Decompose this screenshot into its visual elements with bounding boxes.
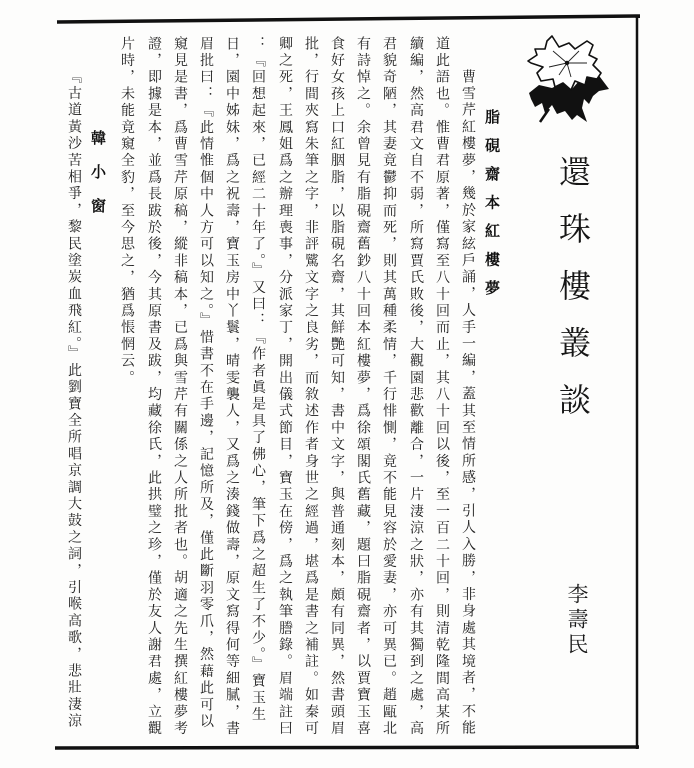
top-rule	[57, 16, 640, 22]
text-column: 有詩悼之。余曾見有脂硯齋舊鈔八十回本紅樓夢，爲徐頌閣氏舊藏，題曰脂硯齋者，以賈寶玉喜	[355, 36, 371, 738]
text-column: 日，園中姊妹，爲之祝壽，寶玉房中丫鬟，晴雯襲人，又爲之湊錢做壽，原文寫得何等細膩，書	[224, 36, 240, 738]
author-name: 李壽民	[565, 583, 589, 658]
text-column: 卿之死，王鳳姐爲之辦理喪事，分派家丁，開出儀式節目，寶玉在傍，爲之執筆謄錄。眉端註曰	[277, 36, 293, 738]
article-heading: 脂硯齋本紅樓夢	[483, 109, 501, 309]
text-column: 證，即據是本，並爲長跋於後，今其原書及跋，均藏徐氏，此拱璧之珍，僅於友人謝君處，立觀	[146, 36, 162, 738]
text-column: 道此語也。惟曹君原著，僅寫至八十回而止，其八十回以後，至一百二十回，則清乾隆間高某所	[434, 36, 450, 738]
article-heading: 韓小窗	[89, 130, 107, 232]
text-column: 批，行間夾寫朱筆之字，非評騭文字之良劣，而敘述作者身世之經過，堪爲是書之補註。如秦可	[303, 36, 319, 738]
text-column: 窺見是書，爲曹雪芹原稿，縱非稿本，已爲與雪芹有關係之人所批者也。胡適之先生撰紅樓夢考	[172, 36, 188, 738]
bottom-rule	[55, 747, 639, 748]
series-title: 還珠樓叢談	[554, 155, 592, 440]
text-column: 君貌奇陋，其妻竟鬱抑而死，則其萬種柔情，千行悱惻，竟不能見容於愛妻，亦可異已。趙甌北	[381, 36, 397, 738]
text-column: 眉批曰：『此情惟個中人方可以知之。』惜書不在手邊，記憶所及，僅此斷羽零爪，然藉此可以	[198, 36, 214, 731]
text-column: 曹雪芹紅樓夢，幾於家絃戶誦，人手一編，蓋其至情所感，引人入勝，非身處其境者，不能	[460, 69, 476, 737]
text-column: 食好女孩上口紅胭脂，以脂硯名齋，其鮮艷可知，書中文字，與普通刻本，頗有同異，然書頭眉	[329, 36, 345, 738]
text-column: 片時，未能竟窺全豹，至今思之，猶爲悵惘云。	[119, 36, 135, 387]
text-column: 續編，然高君文自不弱，所寫賈氏敗後，大觀園悲歡離合，一片淒涼之狀，亦有其獨到之處，高	[408, 36, 424, 738]
text-column: 『古道黃沙苦相爭，黎民塗炭血飛紅。』此劉寶全所唱京調大鼓之詞，引喉高歌，悲壯淒涼	[66, 69, 82, 730]
text-column: ：『回想起來，已經二十年了。』又曰：『作者眞是具了佛心，筆下爲之超生了不少。』寶玉生	[250, 36, 266, 724]
flower-emblem-icon	[527, 33, 611, 125]
